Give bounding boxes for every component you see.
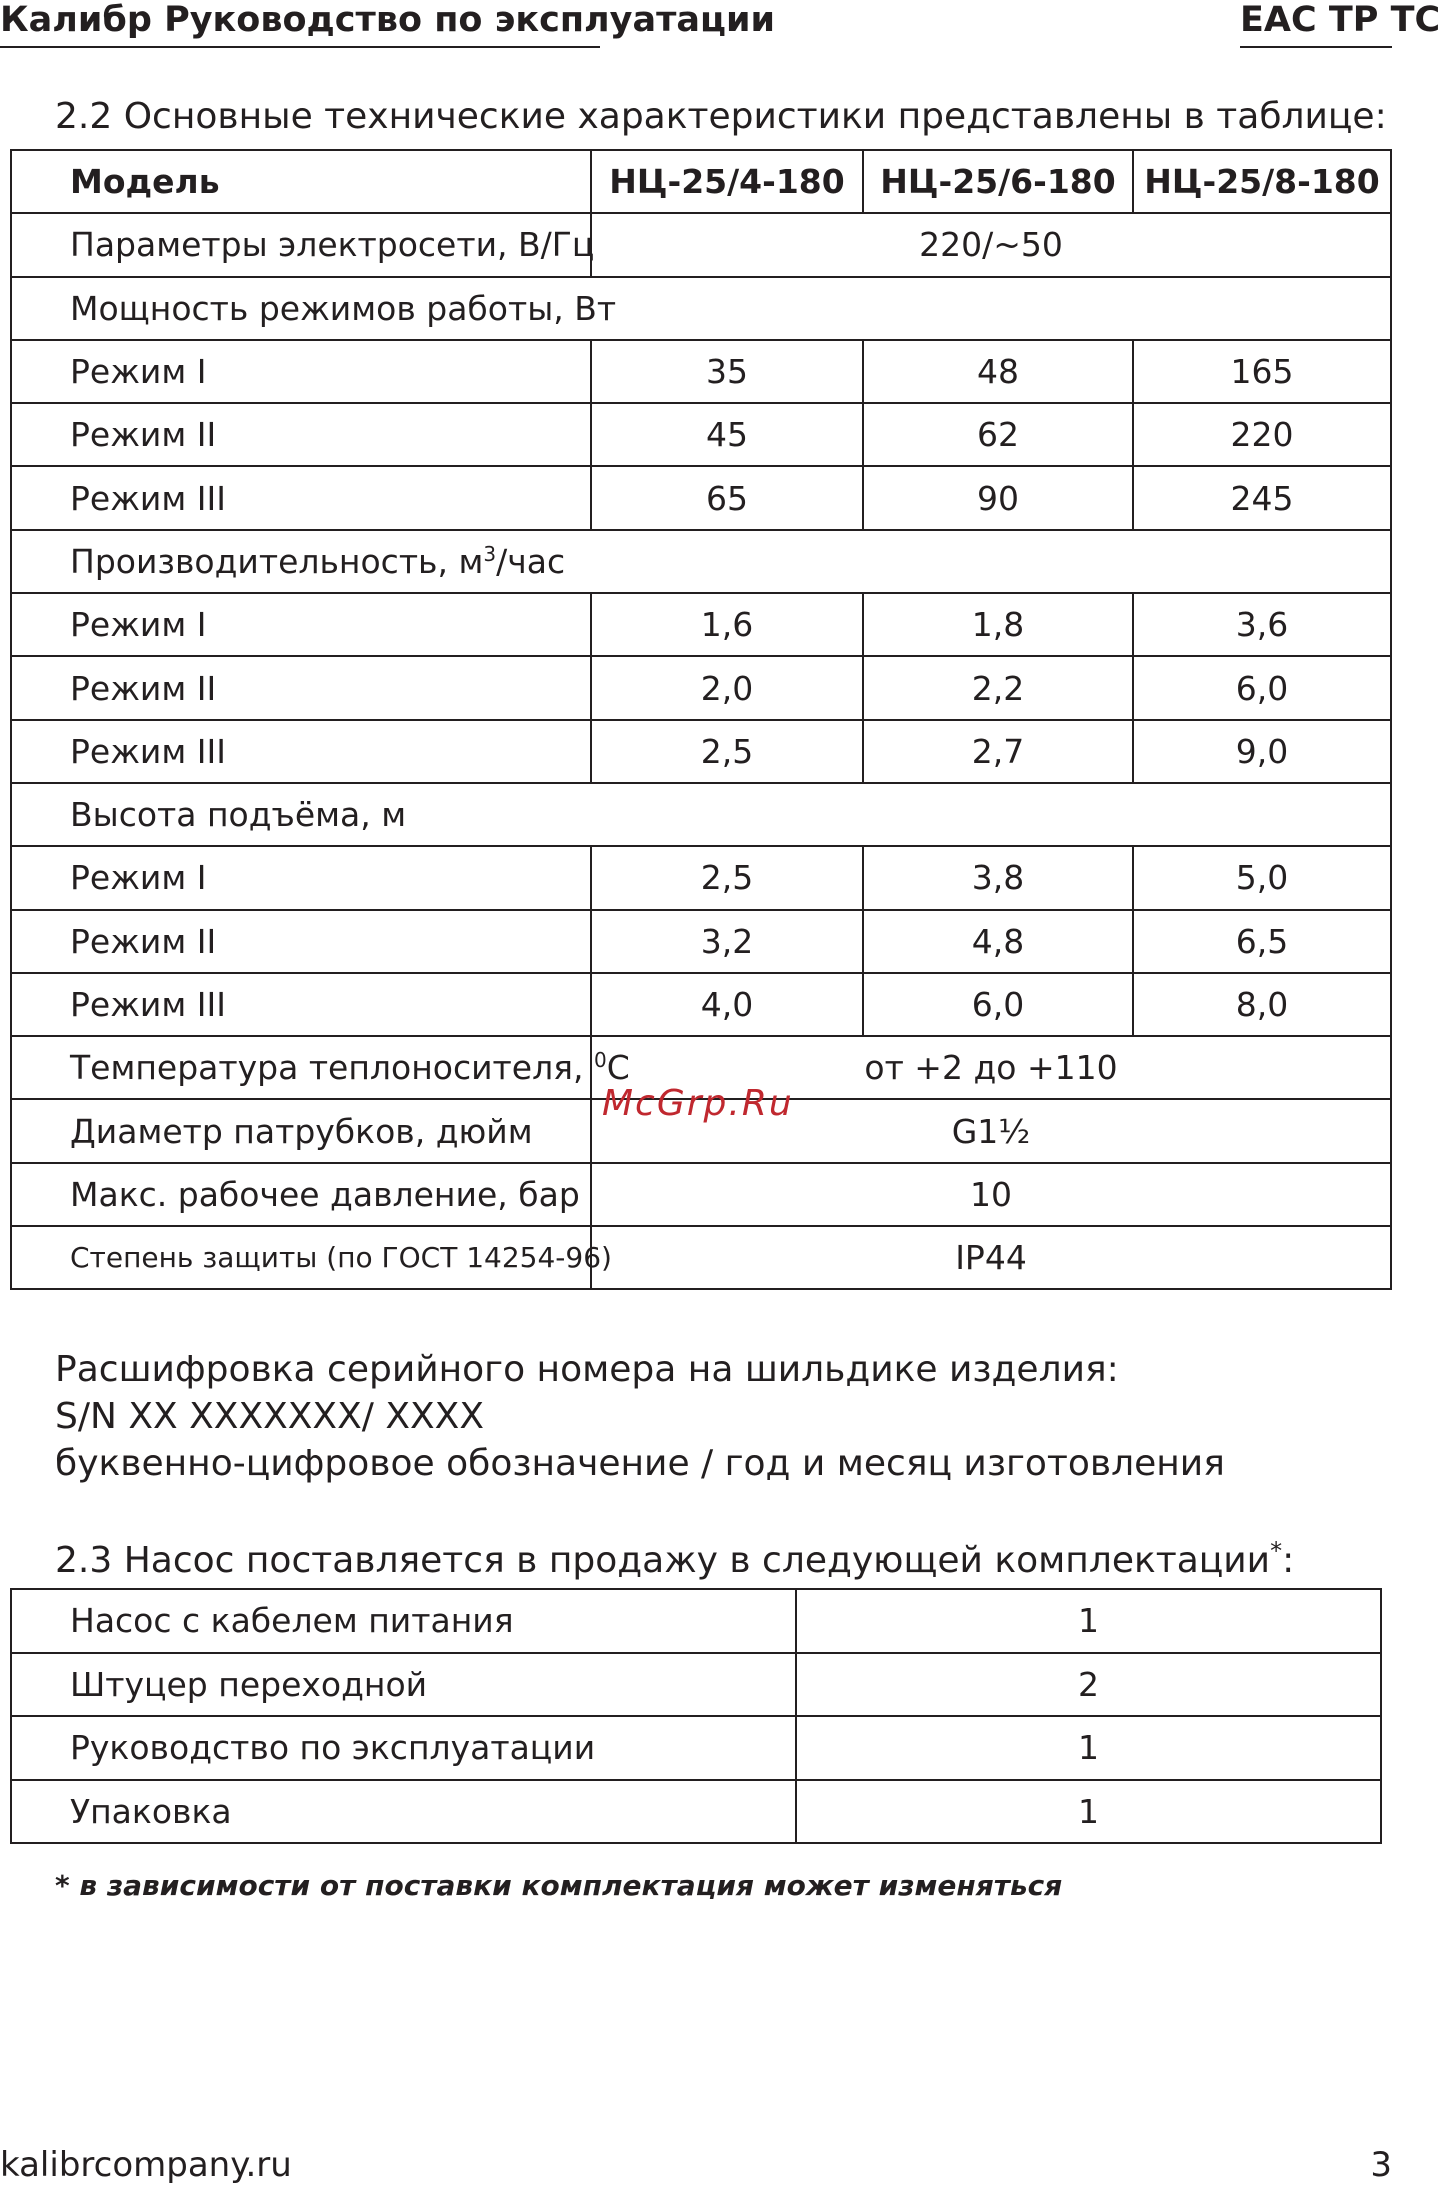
table-cell: 3,8 — [863, 846, 1133, 909]
mode-label: Режим III — [11, 466, 591, 529]
table-cell: 2,2 — [863, 656, 1133, 719]
table-cell: 5,0 — [1133, 846, 1391, 909]
model-name: НЦ-25/4-180 — [591, 150, 863, 213]
table-group-row — [11, 530, 1391, 593]
mode-label: Режим I — [11, 593, 591, 656]
section-2-3-title-sup: * — [1270, 1537, 1283, 1565]
mode-label: Режим I — [11, 846, 591, 909]
table-row — [11, 720, 1391, 783]
package-contents-table — [10, 1588, 1382, 1844]
protection-value: IP44 — [591, 1226, 1391, 1289]
table-cell: 45 — [591, 403, 863, 466]
mode-label: Режим III — [11, 973, 591, 1036]
section-2-3-title-suffix: : — [1282, 1540, 1295, 1581]
table-row — [11, 1716, 1381, 1780]
table-cell: 65 — [591, 466, 863, 529]
mode-label: Режим II — [11, 656, 591, 719]
mode-label: Режим II — [11, 910, 591, 973]
table-cell: 165 — [1133, 340, 1391, 403]
temperature-label-suffix: С — [606, 1048, 630, 1088]
item-label: Упаковка — [11, 1780, 796, 1844]
table-row — [11, 1226, 1391, 1289]
item-qty: 1 — [796, 1589, 1381, 1653]
mains-label: Параметры электросети, В/Гц — [11, 213, 591, 276]
pressure-label: Макс. рабочее давление, бар — [11, 1163, 591, 1226]
table-cell: 8,0 — [1133, 973, 1391, 1036]
table-row — [11, 340, 1391, 403]
item-label: Насос с кабелем питания — [11, 1589, 796, 1653]
table-row — [11, 466, 1391, 529]
footnote: * в зависимости от поставки комплектация может изменяться — [55, 1869, 1063, 1902]
item-qty: 1 — [796, 1780, 1381, 1844]
table-cell: 3,2 — [591, 910, 863, 973]
page-number: 3 — [1370, 2145, 1392, 2185]
document-header-title: Калибр Руководство по эксплуатации — [0, 0, 600, 48]
temperature-label-text: Температура теплоносителя, — [70, 1048, 595, 1088]
table-cell: 6,0 — [1133, 656, 1391, 719]
section-2-2-title: 2.2 Основные технические характеристики представлены в таблице: — [55, 96, 1387, 137]
table-row — [11, 910, 1391, 973]
table-group-row — [11, 277, 1391, 340]
item-label: Штуцер переходной — [11, 1653, 796, 1717]
head-group-label: Высота подъёма, м — [11, 783, 1391, 846]
table-cell: 4,0 — [591, 973, 863, 1036]
table-row — [11, 1163, 1391, 1226]
table-header-row — [11, 150, 1391, 213]
table-row — [11, 973, 1391, 1036]
website-link[interactable]: kalibrcompany.ru — [0, 2145, 292, 2185]
table-row — [11, 593, 1391, 656]
item-qty: 2 — [796, 1653, 1381, 1717]
table-cell: 90 — [863, 466, 1133, 529]
table-cell: 220 — [1133, 403, 1391, 466]
flow-label-suffix: /час — [496, 541, 566, 581]
model-name: НЦ-25/6-180 — [863, 150, 1133, 213]
item-label: Руководство по эксплуатации — [11, 1716, 796, 1780]
mode-label: Режим II — [11, 403, 591, 466]
pressure-value: 10 — [591, 1163, 1391, 1226]
table-cell: 62 — [863, 403, 1133, 466]
table-cell: 4,8 — [863, 910, 1133, 973]
table-row — [11, 1780, 1381, 1844]
diameter-value: G1½ — [591, 1099, 1391, 1162]
table-row — [11, 403, 1391, 466]
table-group-row — [11, 783, 1391, 846]
serial-line-3: буквенно-цифровое обозначение / год и месяц изготовления — [55, 1443, 1225, 1484]
table-cell: 2,0 — [591, 656, 863, 719]
protection-label: Степень защиты (по ГОСТ 14254-96) — [11, 1226, 591, 1289]
model-header: Модель — [11, 150, 591, 213]
certification-mark: EAC ТР ТС — [1240, 0, 1392, 48]
table-cell: 6,0 — [863, 973, 1133, 1036]
power-group-label: Мощность режимов работы, Вт — [11, 277, 1391, 340]
watermark: McGrp.Ru — [602, 1083, 794, 1124]
table-row — [11, 1589, 1381, 1653]
item-qty: 1 — [796, 1716, 1381, 1780]
serial-line-2: S/N XX XXXXXXX/ XXXX — [55, 1396, 484, 1437]
temperature-value: от +2 до +110 — [591, 1036, 1391, 1099]
table-cell: 6,5 — [1133, 910, 1391, 973]
table-cell: 1,8 — [863, 593, 1133, 656]
serial-line-1: Расшифровка серийного номера на шильдике изделия: — [55, 1349, 1119, 1390]
table-cell: 2,5 — [591, 720, 863, 783]
table-cell: 2,7 — [863, 720, 1133, 783]
table-cell: 48 — [863, 340, 1133, 403]
serial-number-description — [55, 1346, 1225, 1487]
mode-label: Режим I — [11, 340, 591, 403]
table-cell: 2,5 — [591, 846, 863, 909]
table-row — [11, 656, 1391, 719]
flow-label-text: Производительность, м — [70, 541, 484, 581]
table-row — [11, 846, 1391, 909]
table-cell: 9,0 — [1133, 720, 1391, 783]
model-name: НЦ-25/8-180 — [1133, 150, 1391, 213]
mode-label: Режим III — [11, 720, 591, 783]
table-row — [11, 213, 1391, 276]
section-2-3-title — [55, 1537, 1294, 1581]
flow-label-sup: 3 — [483, 541, 497, 566]
diameter-label: Диаметр патрубков, дюйм — [11, 1099, 591, 1162]
mains-value: 220/~50 — [591, 213, 1391, 276]
section-2-3-title-text: 2.3 Насос поставляется в продажу в следующей комплектации — [55, 1540, 1271, 1581]
table-cell: 35 — [591, 340, 863, 403]
table-row — [11, 1653, 1381, 1717]
table-cell: 3,6 — [1133, 593, 1391, 656]
temperature-label-sup: 0 — [594, 1048, 607, 1073]
flow-group-label — [11, 530, 1391, 593]
table-cell: 1,6 — [591, 593, 863, 656]
table-cell: 245 — [1133, 466, 1391, 529]
temperature-label — [11, 1036, 630, 1099]
